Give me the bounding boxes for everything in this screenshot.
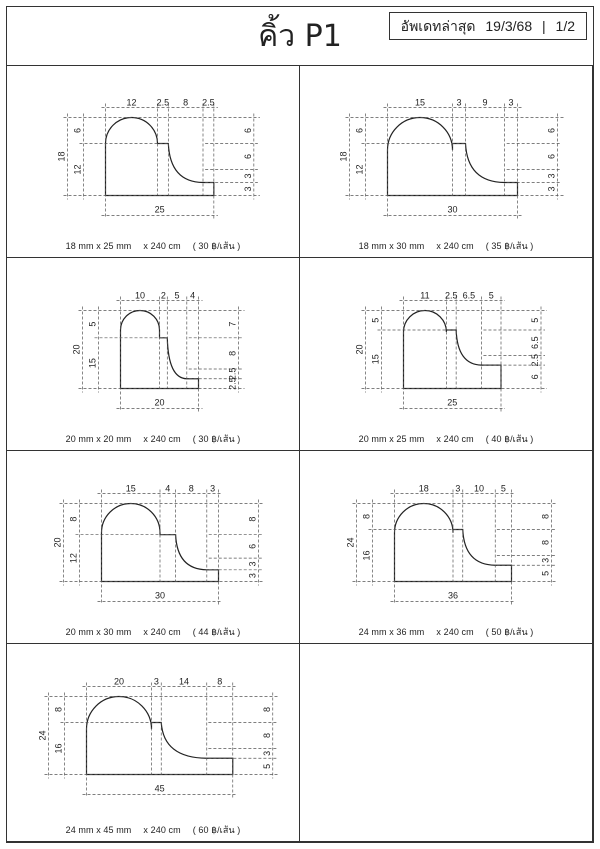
separator: | [542, 18, 546, 34]
top-dimension-label: 4 [190, 290, 196, 301]
top-dimension-label: 10 [473, 483, 485, 494]
top-dimension-label: 5 [174, 290, 180, 301]
top-dimension-label: 20 [113, 676, 125, 687]
spec-price: ( 30 ฿/เส้น ) [192, 434, 241, 444]
right-dimension-label: 6 [546, 153, 557, 160]
profile-drawing-3 [7, 258, 300, 451]
right-dimension-label: 5 [261, 763, 272, 769]
left-inner-label: 8 [68, 516, 79, 522]
spec-size: 18 mm x 30 mm [358, 241, 425, 251]
right-dimension-label: 3 [242, 173, 253, 179]
top-dimension-label: 8 [188, 483, 194, 494]
right-dimension-label: 5 [540, 570, 551, 576]
profile-spec-4 [300, 432, 592, 446]
top-dimension-label: 8 [217, 676, 223, 687]
spec-size: 20 mm x 20 mm [65, 434, 132, 444]
profile-drawing-6 [300, 451, 593, 644]
profile-drawing-5 [7, 451, 300, 644]
right-dimension-label: 8 [247, 516, 258, 522]
top-dimension-label: 15 [414, 97, 426, 108]
right-dimension-label: 7 [227, 321, 238, 327]
top-dimension-label: 8 [183, 97, 189, 108]
right-dimension-label: 3 [247, 573, 258, 579]
top-dimension-label: 3 [153, 676, 159, 687]
width-total-label: 20 [154, 397, 165, 408]
left-inner-label: 16 [53, 743, 64, 754]
profile-spec-5 [7, 625, 299, 639]
height-total-label: 20 [354, 344, 365, 355]
drawing-sheet [6, 6, 594, 843]
top-dimension-label: 3 [456, 97, 462, 108]
top-dimension-label: 5 [500, 483, 506, 494]
update-date: 19/3/68 [485, 18, 533, 34]
height-total-label: 18 [56, 151, 67, 162]
right-dimension-label: 3 [546, 186, 557, 192]
height-total-label: 20 [52, 537, 63, 548]
page-title: คิ้ว P1 [258, 19, 342, 54]
right-dimension-label: 3 [261, 750, 272, 756]
top-dimension-label: 6.5 [462, 290, 476, 301]
spec-price: ( 60 ฿/เส้น ) [192, 825, 241, 835]
profile-cell-3 [7, 258, 300, 451]
empty-cell [300, 644, 593, 842]
left-inner-label: 12 [68, 553, 79, 564]
left-inner-label: 8 [53, 706, 64, 713]
right-dimension-label: 8 [227, 350, 238, 356]
left-inner-label: 5 [87, 321, 98, 327]
spec-length: x 240 cm [436, 627, 474, 637]
top-dimension-label: 18 [418, 483, 429, 494]
left-inner-label: 12 [72, 164, 83, 175]
right-dimension-label: 2.5 [530, 353, 540, 367]
right-dimension-label: 6 [242, 153, 253, 160]
profile-cell-4 [300, 258, 593, 451]
spec-size: 18 mm x 25 mm [65, 241, 132, 251]
right-dimension-label: 3 [546, 173, 557, 179]
profile-drawing-4 [300, 258, 593, 451]
profile-cell-5 [7, 451, 300, 644]
spec-price: ( 35 ฿/เส้น ) [485, 241, 534, 251]
spec-length: x 240 cm [436, 241, 474, 251]
top-dimension-label: 2.5 [156, 97, 170, 108]
right-dimension-label: 3 [242, 186, 253, 192]
width-total-label: 30 [447, 204, 458, 215]
top-dimension-label: 9 [482, 97, 488, 108]
profile-cell-7 [7, 644, 300, 842]
profile-drawing-2 [300, 65, 593, 258]
width-total-label: 25 [447, 397, 458, 408]
spec-length: x 240 cm [143, 627, 181, 637]
top-dimension-label: 3 [508, 97, 514, 108]
top-dimension-label: 3 [455, 483, 461, 494]
profile-drawing-7 [7, 644, 300, 842]
left-inner-label: 15 [87, 358, 98, 369]
right-dimension-label: 8 [540, 513, 551, 520]
left-inner-label: 6 [72, 127, 83, 134]
top-dimension-label: 5 [488, 290, 494, 301]
profile-cell-6 [300, 451, 593, 644]
right-dimension-label: 3 [247, 561, 258, 567]
width-total-label: 45 [154, 783, 165, 794]
top-dimension-label: 2 [160, 290, 166, 301]
right-dimension-label: 6 [242, 127, 253, 134]
sheet-header [7, 7, 593, 66]
profile-cell-1 [7, 65, 300, 258]
spec-size: 24 mm x 45 mm [65, 825, 132, 835]
profile-spec-3 [7, 432, 299, 446]
right-dimension-label: 6.5 [530, 336, 540, 349]
profile-spec-2 [300, 239, 592, 253]
top-dimension-label: 12 [126, 97, 137, 108]
profile-spec-7 [7, 823, 299, 837]
profile-spec-6 [300, 625, 592, 639]
left-inner-label: 12 [354, 164, 365, 175]
profile-drawing-1 [7, 65, 300, 258]
right-dimension-label: 8 [261, 706, 272, 713]
left-inner-label: 16 [361, 550, 372, 561]
right-dimension-label: 2.5 [227, 377, 238, 390]
right-dimension-label: 5 [530, 317, 540, 323]
top-dimension-label: 2.5 [445, 290, 458, 301]
top-dimension-label: 14 [178, 676, 190, 687]
spec-price: ( 50 ฿/เส้น ) [485, 627, 534, 637]
right-dimension-label: 8 [261, 732, 272, 739]
width-total-label: 25 [154, 204, 165, 215]
spec-length: x 240 cm [143, 434, 181, 444]
spec-price: ( 40 ฿/เส้น ) [485, 434, 534, 444]
spec-length: x 240 cm [436, 434, 474, 444]
top-dimension-label: 2.5 [202, 97, 215, 108]
top-dimension-label: 3 [210, 483, 216, 494]
profile-outline [404, 311, 502, 389]
right-dimension-label: 6 [530, 374, 540, 380]
left-inner-label: 5 [370, 317, 381, 323]
update-info-box [389, 12, 587, 40]
left-inner-label: 6 [354, 127, 365, 134]
spec-length: x 240 cm [143, 241, 181, 251]
profile-outline [106, 118, 214, 196]
top-dimension-label: 4 [165, 483, 171, 494]
spec-size: 20 mm x 25 mm [358, 434, 425, 444]
profile-outline [87, 697, 233, 775]
profile-spec-1 [7, 239, 299, 253]
height-total-label: 24 [37, 730, 48, 741]
right-dimension-label: 3 [540, 557, 551, 563]
spec-price: ( 44 ฿/เส้น ) [192, 627, 241, 637]
right-dimension-label: 8 [540, 539, 551, 546]
height-total-label: 24 [345, 537, 356, 548]
height-total-label: 18 [338, 151, 349, 162]
left-inner-label: 15 [370, 354, 381, 365]
right-dimension-label: 2.5 [227, 367, 238, 381]
spec-size: 24 mm x 36 mm [358, 627, 425, 637]
page-number: 1/2 [555, 18, 575, 34]
spec-price: ( 30 ฿/เส้น ) [192, 241, 241, 251]
spec-size: 20 mm x 30 mm [65, 627, 132, 637]
width-total-label: 30 [154, 590, 166, 601]
left-inner-label: 8 [361, 513, 372, 520]
top-dimension-label: 15 [125, 483, 136, 494]
spec-length: x 240 cm [143, 825, 181, 835]
top-dimension-label: 11 [420, 290, 430, 301]
height-total-label: 20 [71, 344, 82, 355]
update-label: อัพเดทล่าสุด [400, 18, 476, 34]
right-dimension-label: 6 [546, 127, 557, 134]
profile-cell-2 [300, 65, 593, 258]
top-dimension-label: 10 [134, 290, 146, 301]
right-dimension-label: 6 [247, 543, 258, 549]
width-total-label: 36 [447, 590, 459, 601]
